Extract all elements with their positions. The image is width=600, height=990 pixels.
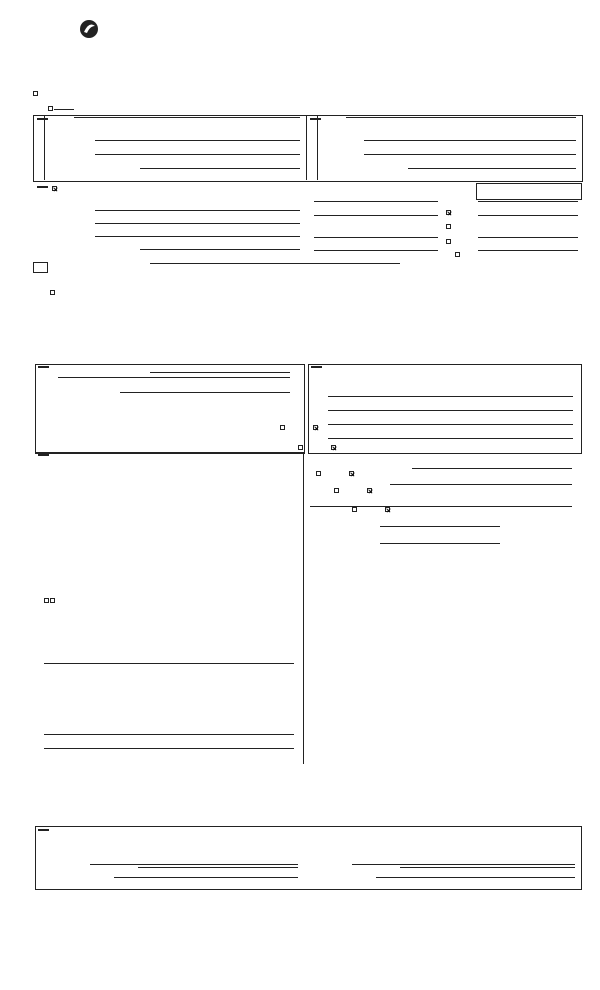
buyer-phone[interactable]: [408, 168, 576, 169]
multi-location-row: [33, 91, 113, 97]
grantor-name[interactable]: [90, 864, 298, 865]
personal-property-checkbox[interactable]: [446, 239, 451, 244]
personal-property-line[interactable]: [328, 396, 573, 397]
partial-percent-field[interactable]: [54, 109, 74, 110]
corr-mail-field[interactable]: [95, 223, 300, 224]
logo-swirl-icon: [78, 18, 100, 40]
corr-city-field[interactable]: [95, 236, 300, 237]
assessor-signature-line[interactable]: [44, 663, 294, 664]
owner-signature-line[interactable]: [44, 734, 294, 735]
dor-logo: [32, 14, 104, 54]
section-1-number: [37, 118, 48, 120]
partial-sale-checkbox[interactable]: [48, 106, 53, 111]
parcel-empty-line[interactable]: [314, 250, 438, 251]
q6-2-no-checkbox[interactable]: [367, 488, 372, 493]
parcel-row-2: [310, 215, 582, 233]
q5-1-no-checkbox[interactable]: [313, 425, 318, 430]
section-8-number: [38, 829, 49, 831]
same-as-buyer-checkbox[interactable]: [52, 186, 57, 191]
section-6-number: [38, 454, 49, 456]
section-5-number: [38, 366, 49, 368]
section-7-frame: [308, 364, 582, 454]
doc-date[interactable]: [380, 543, 500, 544]
street-address[interactable]: [150, 263, 400, 264]
buyer-mail[interactable]: [364, 140, 576, 141]
q6-3-no-checkbox[interactable]: [385, 507, 390, 512]
corr-name-field[interactable]: [95, 210, 300, 211]
section-3-number: [37, 186, 48, 188]
personal-property-line[interactable]: [328, 424, 573, 425]
seller-side-label: [35, 135, 42, 175]
buyer-city[interactable]: [364, 154, 576, 155]
seller-mail[interactable]: [95, 140, 300, 141]
q5-2-no-checkbox[interactable]: [331, 445, 336, 450]
q6-1-no-checkbox[interactable]: [349, 471, 354, 476]
section-4-box: [33, 262, 48, 273]
buyer-name[interactable]: [346, 117, 576, 118]
seller-name[interactable]: [74, 117, 300, 118]
print-name-line[interactable]: [44, 748, 294, 749]
q6-2-yes-checkbox[interactable]: [334, 488, 339, 493]
does-qualify-checkbox[interactable]: [44, 598, 49, 603]
q5-2-yes-checkbox[interactable]: [298, 445, 303, 450]
section-2-number: [310, 118, 321, 120]
grantee-signature-field[interactable]: [400, 853, 575, 868]
parcel-id[interactable]: [314, 215, 438, 216]
multi-location-checkbox[interactable]: [33, 91, 38, 96]
grantee-date-city[interactable]: [376, 877, 575, 878]
q5-1-yes-checkbox[interactable]: [280, 425, 285, 430]
additional-codes-field[interactable]: [120, 392, 290, 393]
land-use-code-line[interactable]: [150, 372, 290, 373]
grantor-signature-field[interactable]: [138, 853, 298, 868]
wac-number[interactable]: [412, 468, 572, 469]
personal-property-line[interactable]: [328, 410, 573, 411]
this-land-row: [44, 598, 55, 605]
seller-phone[interactable]: [140, 168, 300, 169]
parcel-value-empty-line[interactable]: [478, 250, 578, 251]
q6-3-yes-checkbox[interactable]: [352, 507, 357, 512]
q6-1-yes-checkbox[interactable]: [316, 471, 321, 476]
reason-extra-line[interactable]: [310, 506, 572, 507]
assessed-header: [476, 183, 582, 200]
doc-type[interactable]: [380, 526, 500, 527]
personal-property-checkbox[interactable]: [455, 252, 460, 257]
seller-city[interactable]: [95, 154, 300, 155]
personal-property-line[interactable]: [328, 438, 573, 439]
personal-property-checkbox[interactable]: [446, 224, 451, 229]
parcel-value[interactable]: [478, 215, 578, 216]
does-not-qualify-checkbox[interactable]: [50, 598, 55, 603]
section-7-number: [311, 366, 322, 368]
grantee-name[interactable]: [352, 864, 575, 865]
buyer-side-label: [308, 135, 315, 175]
exemption-reason[interactable]: [390, 484, 572, 485]
grantor-date-city[interactable]: [114, 877, 298, 878]
segregating-row: [50, 290, 580, 297]
segregating-checkbox[interactable]: [50, 290, 55, 295]
parcel-value-empty-line[interactable]: [478, 237, 578, 238]
parcel-id[interactable]: [314, 201, 438, 202]
parcel-empty-line[interactable]: [314, 237, 438, 238]
parcel-value[interactable]: [478, 201, 578, 202]
send-correspondence-row: [52, 186, 57, 193]
partial-sale-row: [48, 106, 74, 113]
corr-phone-field[interactable]: [140, 249, 300, 250]
land-use-code[interactable]: [58, 377, 290, 378]
